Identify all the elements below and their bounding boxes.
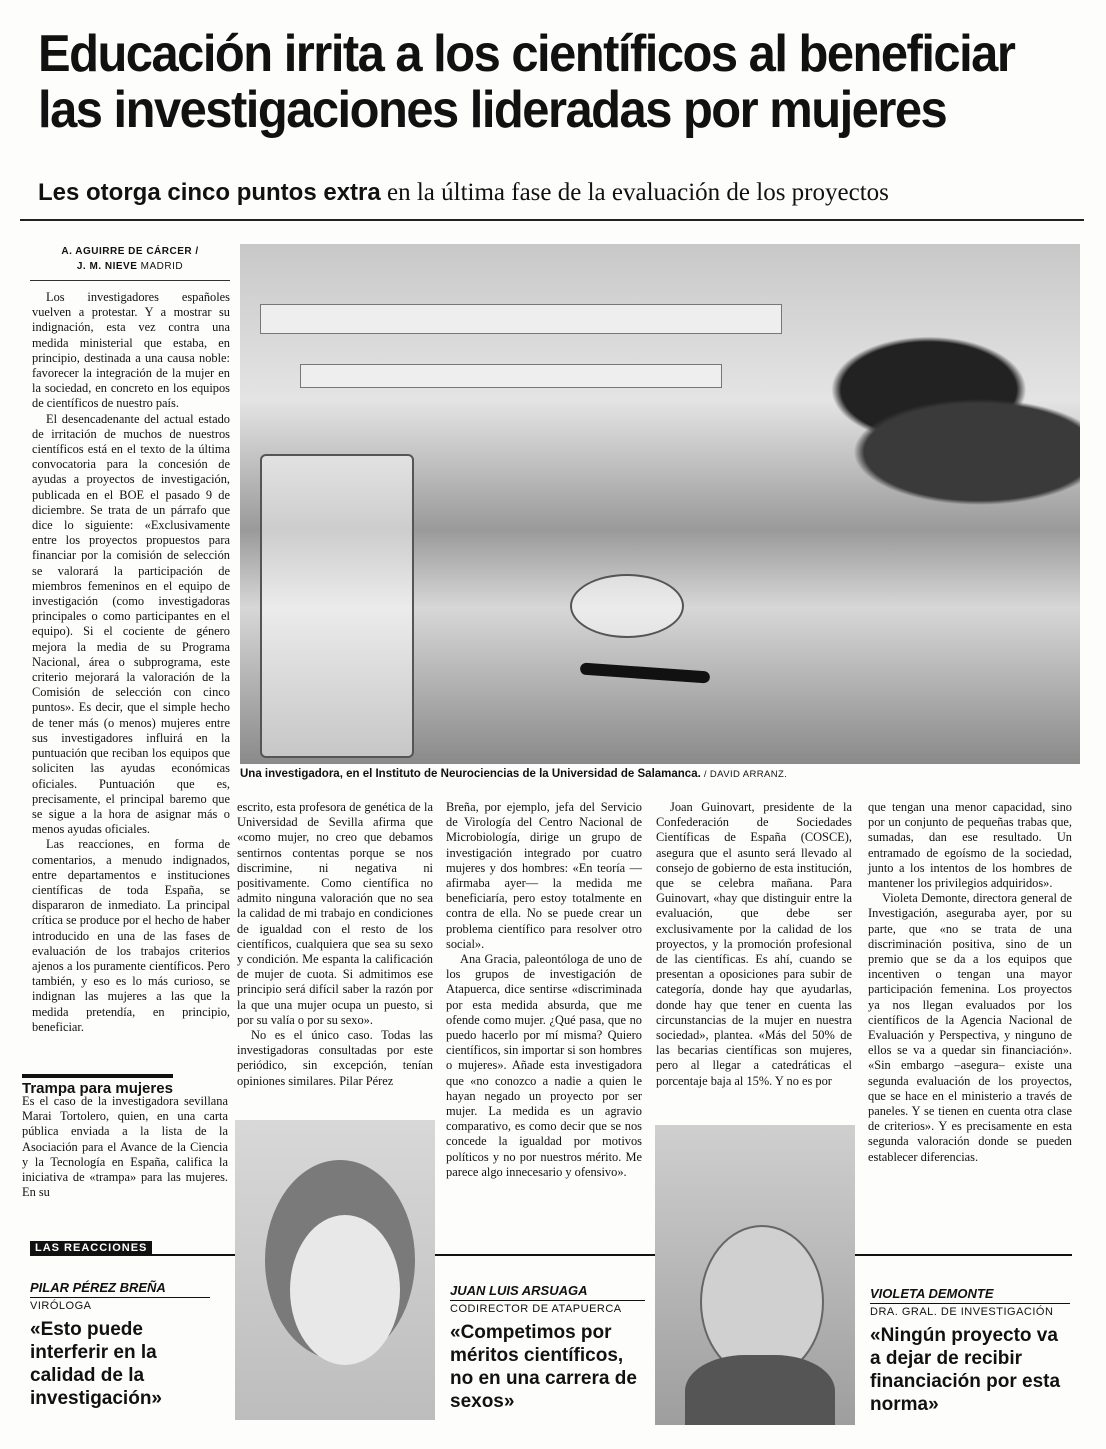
reaction-3 — [870, 1286, 1070, 1416]
column-1b — [22, 1094, 228, 1200]
top-rule — [20, 219, 1084, 221]
headline: Educación irrita a los científicos al beneficiar las investigaciones lideradas por mujeres — [38, 25, 1015, 139]
column-4 — [656, 800, 852, 1089]
reactions-label: LAS REACCIONES — [30, 1241, 152, 1255]
byline-city: MADRID — [140, 261, 184, 272]
byline-authors-1: A. AGUIRRE DE CÁRCER / — [61, 246, 199, 257]
column-3 — [446, 800, 642, 1180]
col3-paragraph: Breña, por ejemplo, jefa del Servicio de Virología del Centro Nacional de Microbiología, dirige un grupo de investigación integrado por cuatro mujeres y dos hombres: «En teoría —afirmaba ayer— la medida me beneficiaría, pero estoy totalmente en contra de ella. No se puede crear un problema científico para resolver otro social». — [446, 800, 642, 951]
caption-text: Una investigadora, en el Instituto de Neurociencias de la Universidad de Salamanca. — [240, 768, 701, 780]
reaction-quote: «Ningún proyecto va a dejar de recibir financiación por esta norma» — [870, 1325, 1061, 1415]
column-2 — [237, 800, 433, 1089]
reaction-quote: «Esto puede interferir en la calidad de la investigación» — [30, 1319, 162, 1409]
portrait-pilar-perez-brena — [235, 1120, 435, 1420]
reactions-rule — [30, 1254, 1072, 1256]
photo-dish — [570, 574, 684, 638]
reaction-1 — [30, 1280, 210, 1410]
photo-pen — [580, 662, 711, 683]
column-1 — [32, 290, 230, 1035]
reaction-name: JUAN LUIS ARSUAGA — [450, 1283, 645, 1301]
photo-shelf — [300, 364, 722, 388]
reaction-2 — [450, 1283, 645, 1413]
byline — [30, 244, 230, 281]
col4-paragraph: Joan Guinovart, presidente de la Confederación de Sociedades Científicas de España (COSCE), asegura que el asunto será llevado al consejo de gobierno de esta institución, que se celebra mañana. Para Guinovart, «hay que distinguir entre la evaluación, que debe ser exclusivamente por la calidad de los proyectos, y la promoción profesional de las científicas. Es ahí, cuando se presentan a oposiciones para subir de categoría, donde hay que ayudarlas, donde hay que tener en cuenta las circunstancias de la mujer en nuestra sociedad», plantea. «Más del 50% de las becarias científicas son mujeres, pero al llegar a catedráticas el porcentaje baja al 15%. Y no es por — [656, 800, 852, 1088]
portrait-shoulders — [685, 1355, 835, 1425]
reaction-name: VIOLETA DEMONTE — [870, 1286, 1070, 1304]
col5-paragraph: que tengan una menor capacidad, sino por un conjunto de pequeñas trabas que, sumadas, dan ese resultado. Un entramado de egoísmo de la sociedad, junto a los intentos de los hombres de mantener los privilegios adquiridos». — [868, 800, 1072, 891]
reaction-role: DRA. GRAL. DE INVESTIGACIÓN — [870, 1306, 1054, 1318]
col2-paragraph: escrito, esta profesora de genética de la Universidad de Sevilla afirma que «como mujer, no creo que debamos sentirnos contentas porque se nos discrimine, ni negativa ni positivamente. Como científica no admito ninguna valoración que no sea la calidad de mi trabajo en condiciones de igualdad con el resto de los científicos, cualquiera que sea su sexo y condición. Me espanta la calificación de mujer de cuota. Si admitimos ese principio será difícil saber la razón por la que una mujer ocupa un puesto, si por su valía o por su sexo». — [237, 800, 433, 1027]
col1-paragraph: Las reacciones, en forma de comentarios, a menudo indignados, entre departamentos e instituciones científicas de toda España, se dispararon de inmediato. La principal crítica se produce por el hecho de haber introducido en una de las fases de evaluación de los trabajos criterios ajenos a los puramente científicos. Pero también, y eso es lo más curioso, se indignan las mujeres a las que la medida pretendía, en principio, beneficiar. — [32, 837, 230, 1034]
col1-paragraph: Los investigadores españoles vuelven a protestar. Y a mostrar su indignación, esta vez contra una medida ministerial que estaba, en principio, destinada a una causa noble: favorecer la integración de la mujer en la sociedad, en concreto en los equipos de científicos de nuestro país. — [32, 290, 230, 411]
reaction-name: PILAR PÉREZ BREÑA — [30, 1280, 210, 1298]
col2-paragraph: No es el único caso. Todas las investigadoras consultadas por este periódico, sin excepción, tenían opiniones similares. Pilar Pérez — [237, 1028, 433, 1088]
portrait-face — [290, 1215, 400, 1365]
reaction-role: VIRÓLOGA — [30, 1300, 92, 1312]
col5-paragraph: Violeta Demonte, directora general de Investigación, aseguraba ayer, por su parte, que «no se trata de una discriminación positiva, sino de un premio que se da a los equipos que incentiven o tengan una mayor participación femenina. Los proyectos ya nos llegan evaluados por los científicos de la Agencia Nacional de Evaluación y Perspectiva, y ninguno de ellos se va a quedar sin financiación». «Sin embargo –asegura– existe una segunda evaluación de los proyectos, que se hace en el ministerio a través de paneles. Y se tienen en cuenta otra clase de criterios». Y es precisamente en esta segunda valoración donde se pueden establecer diferencias. — [868, 891, 1072, 1164]
subhead-rest: en la última fase de la evaluación de los proyectos — [380, 179, 889, 206]
col1b-paragraph: Es el caso de la investigadora sevillana Marai Tortolero, quien, en una carta pública enviada a la lista de la Asociación para el Avance de la Ciencia y la Tecnología en España, califica la iniciativa de «trampa» para las mujeres. En su — [22, 1094, 228, 1200]
photo-caption — [240, 768, 1080, 780]
caption-credit: / DAVID ARRANZ. — [700, 769, 788, 780]
column-5 — [868, 800, 1072, 1165]
col1-paragraph: El desencadenante del actual estado de irritación de muchos de nuestros científicos está en el texto de la última convocatoria para la concesión de ayudas a proyectos de investigación, publicada en el BOE el pasado 9 de diciembre. Se trata de un párrafo que dice lo siguiente: «Exclusivamente entre los proyectos propuestos para financiar por la comisión de selección se valorará la participación de miembros femeninos en el equipo de investigación (como investigadoras principales o como participantes en el equipo). Si el cociente de género mejora la media de su Programa Nacional, área o subprograma, este criterio mejorará la valoración de la Comisión de selección con cinco puntos». Es decir, que el simple hecho de tener más (o menos) mujeres entre sus investigadores influirá en la puntuación que reciban los equipos que soliciten las ayudas económicas oficiales. Puntuación que es, precisamente, el principal baremo que se sigue a la hora de asignar más o menos ayudas oficiales. — [32, 411, 230, 837]
col3-paragraph: Ana Gracia, paleontóloga de uno de los grupos de investigación de Atapuerca, dice sentirse «discriminada por esta medida absurda, que me ofende como mujer. ¿Qué pasa, que no puedo hacerlo por mí misma? Quiero científicos, sin importar si son hombres o mujeres». Añade esta investigadora que «no conozco a nadie a quien le hayan negado un proyecto por ser mujer. La medida es un agravio comparativo, es como decir que se nos concede la igualdad por motivos políticos y no por nuestros mérito. Me parece algo innecesario y ofensivo». — [446, 952, 642, 1179]
reaction-quote: «Competimos por méritos científicos, no en una carrera de sexos» — [450, 1322, 637, 1412]
subheadline — [38, 178, 1078, 208]
subhead-bold: Les otorga cinco puntos extra — [38, 179, 381, 206]
photo-bottle — [260, 454, 414, 758]
byline-authors-2: J. M. NIEVE — [76, 261, 138, 272]
reaction-role: CODIRECTOR DE ATAPUERCA — [450, 1303, 622, 1315]
main-photo — [240, 244, 1080, 764]
crosshead: Trampa para mujeres — [22, 1074, 173, 1097]
photo-shelf — [260, 304, 782, 334]
portrait-juan-luis-arsuaga — [655, 1125, 855, 1425]
